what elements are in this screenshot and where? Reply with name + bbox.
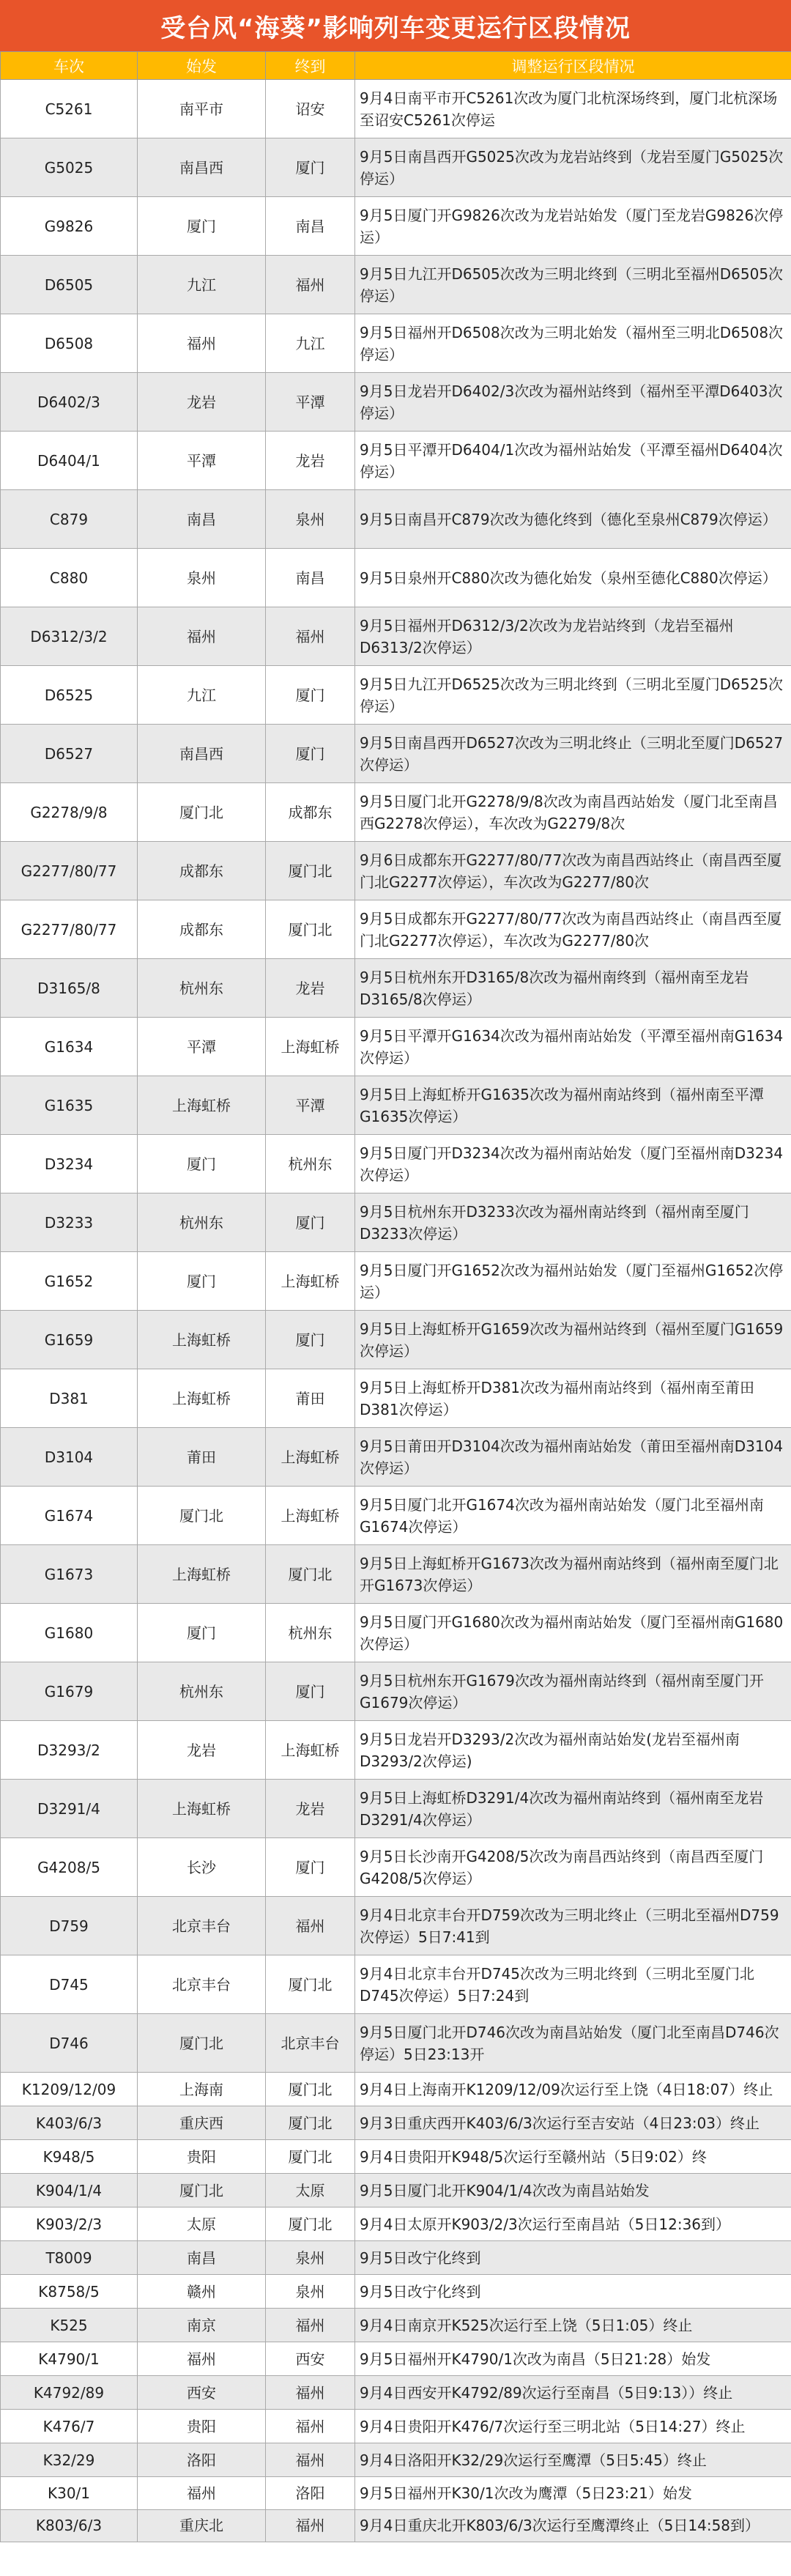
cell-from: 厦门北	[138, 2014, 266, 2073]
cell-train: D6508	[1, 314, 138, 373]
cell-from: 九江	[138, 256, 266, 314]
cell-note: 9月4日北京丰台开D745次改为三明北终到（三明北至厦门北D745次停运）5日7:24到	[355, 1955, 791, 2014]
cell-from: 厦门	[138, 197, 266, 256]
cell-train: K1209/12/09	[1, 2073, 138, 2106]
cell-from: 上海虹桥	[138, 1311, 266, 1369]
cell-to: 厦门	[266, 1193, 355, 1252]
table-row	[1, 1897, 791, 1955]
cell-to: 南昌	[266, 549, 355, 607]
cell-train: C879	[1, 490, 138, 549]
cell-from: 贵阳	[138, 2410, 266, 2443]
cell-note: 9月4日重庆北开K803/6/3次运行至鹰潭终止（5日14:58到）	[355, 2509, 791, 2542]
cell-from: 杭州东	[138, 959, 266, 1018]
cell-train: D6525	[1, 666, 138, 725]
cell-from: 厦门	[138, 1604, 266, 1662]
cell-train: K903/2/3	[1, 2207, 138, 2241]
cell-note: 9月5日龙岩开D3293/2次改为福州南站始发(龙岩至福州南D3293/2次停运)	[355, 1721, 791, 1780]
cell-note: 9月5日福州开D6312/3/2次改为龙岩站终到（龙岩至福州D6313/2次停运）	[355, 607, 791, 666]
table-row	[1, 1369, 791, 1428]
column-header-note: 调整运行区段情况	[355, 52, 791, 80]
cell-note: 9月5日杭州东开D3233次改为福州南站终到（福州南至厦门D3233次停运）	[355, 1193, 791, 1252]
table-row	[1, 2342, 791, 2376]
cell-note: 9月5日厦门北开K904/1/4次改为南昌站始发	[355, 2174, 791, 2207]
cell-train: D6312/3/2	[1, 607, 138, 666]
table-row	[1, 1311, 791, 1369]
cell-to: 厦门	[266, 1662, 355, 1721]
table-row	[1, 1604, 791, 1662]
cell-from: 龙岩	[138, 373, 266, 432]
cell-note: 9月5日泉州开C880次改为德化始发（泉州至德化C880次停运）	[355, 549, 791, 607]
cell-to: 厦门北	[266, 1545, 355, 1604]
table-row	[1, 1135, 791, 1193]
cell-from: 杭州东	[138, 1193, 266, 1252]
cell-note: 9月4日太原开K903/2/3次运行至南昌站（5日12:36到）	[355, 2207, 791, 2241]
cell-from: 莆田	[138, 1428, 266, 1487]
cell-train: K476/7	[1, 2410, 138, 2443]
table-row	[1, 80, 791, 138]
cell-note: 9月5日南昌西开G5025次改为龙岩站终到（龙岩至厦门G5025次停运）	[355, 138, 791, 197]
cell-note: 9月5日改宁化终到	[355, 2241, 791, 2275]
cell-to: 龙岩	[266, 959, 355, 1018]
table-row	[1, 2106, 791, 2140]
table-row	[1, 2443, 791, 2477]
cell-train: D3233	[1, 1193, 138, 1252]
cell-train: K948/5	[1, 2140, 138, 2174]
table-header-row	[1, 52, 791, 80]
cell-to: 上海虹桥	[266, 1018, 355, 1076]
cell-train: K904/1/4	[1, 2174, 138, 2207]
cell-note: 9月5日南昌西开D6527次改为三明北终止（三明北至厦门D6527次停运）	[355, 725, 791, 783]
cell-note: 9月4日南京开K525次运行至上饶（5日1:05）终止	[355, 2309, 791, 2342]
cell-note: 9月5日杭州东开G1679次改为福州南站终到（福州南至厦门开G1679次停运）	[355, 1662, 791, 1721]
cell-to: 厦门北	[266, 842, 355, 900]
table-row	[1, 2410, 791, 2443]
cell-train: K4792/89	[1, 2376, 138, 2410]
table-row	[1, 666, 791, 725]
cell-from: 上海虹桥	[138, 1369, 266, 1428]
cell-train: T8009	[1, 2241, 138, 2275]
cell-to: 莆田	[266, 1369, 355, 1428]
table-row	[1, 314, 791, 373]
cell-note: 9月5日厦门北开G2278/9/8次改为南昌西站始发（厦门北至南昌西G2278次停运），车次改为G2279/8次	[355, 783, 791, 842]
cell-to: 九江	[266, 314, 355, 373]
cell-to: 龙岩	[266, 432, 355, 490]
cell-to: 上海虹桥	[266, 1252, 355, 1311]
table-row	[1, 2140, 791, 2174]
cell-note: 9月4日北京丰台开D759次改为三明北终止（三明北至福州D759次停运）5日7:41到	[355, 1897, 791, 1955]
cell-to: 上海虹桥	[266, 1428, 355, 1487]
cell-from: 平潭	[138, 432, 266, 490]
cell-from: 洛阳	[138, 2443, 266, 2477]
cell-train: D3234	[1, 1135, 138, 1193]
cell-to: 洛阳	[266, 2477, 355, 2510]
cell-train: G1674	[1, 1487, 138, 1545]
cell-train: C880	[1, 549, 138, 607]
cell-note: 9月5日上海虹桥D3291/4次改为福州南站终到（福州南至龙岩D3291/4次停运）	[355, 1780, 791, 1838]
cell-note: 9月4日西安开K4792/89次运行至南昌（5日9:13））终止	[355, 2376, 791, 2410]
cell-to: 厦门北	[266, 900, 355, 959]
cell-train: D3293/2	[1, 1721, 138, 1780]
table-row	[1, 2275, 791, 2309]
table-row	[1, 2241, 791, 2275]
table-row	[1, 2207, 791, 2241]
table-row	[1, 1487, 791, 1545]
cell-to: 杭州东	[266, 1604, 355, 1662]
cell-from: 南昌	[138, 490, 266, 549]
cell-train: D759	[1, 1897, 138, 1955]
table-row	[1, 783, 791, 842]
cell-to: 福州	[266, 2376, 355, 2410]
cell-to: 福州	[266, 2309, 355, 2342]
table-row	[1, 1662, 791, 1721]
cell-note: 9月5日莆田开D3104次改为福州南站始发（莆田至福州南D3104次停运）	[355, 1428, 791, 1487]
table-row	[1, 1780, 791, 1838]
table-row	[1, 2309, 791, 2342]
cell-to: 上海虹桥	[266, 1721, 355, 1780]
cell-train: D381	[1, 1369, 138, 1428]
cell-to: 泉州	[266, 490, 355, 549]
cell-train: G1673	[1, 1545, 138, 1604]
table-row	[1, 1428, 791, 1487]
cell-from: 南昌西	[138, 725, 266, 783]
table-row	[1, 1721, 791, 1780]
cell-note: 9月5日厦门开G1652次改为福州站始发（厦门至福州G1652次停运）	[355, 1252, 791, 1311]
cell-train: K32/29	[1, 2443, 138, 2477]
cell-note: 9月5日福州开K30/1次改为鹰潭（5日23:21）始发	[355, 2477, 791, 2510]
cell-note: 9月5日上海虹桥开G1659次改为福州站终到（福州至厦门G1659次停运）	[355, 1311, 791, 1369]
cell-to: 厦门	[266, 138, 355, 197]
cell-train: G1652	[1, 1252, 138, 1311]
cell-note: 9月5日九江开D6505次改为三明北终到（三明北至福州D6505次停运）	[355, 256, 791, 314]
cell-to: 福州	[266, 607, 355, 666]
cell-to: 龙岩	[266, 1780, 355, 1838]
cell-from: 福州	[138, 2477, 266, 2510]
cell-train: G4208/5	[1, 1838, 138, 1897]
cell-train: D746	[1, 2014, 138, 2073]
cell-from: 厦门北	[138, 783, 266, 842]
cell-note: 9月5日平潭开D6404/1次改为福州站始发（平潭至福州D6404次停运）	[355, 432, 791, 490]
table-row	[1, 490, 791, 549]
cell-note: 9月5日厦门北开G1674次改为福州南站始发（厦门北至福州南G1674次停运）	[355, 1487, 791, 1545]
table-row	[1, 2174, 791, 2207]
cell-to: 福州	[266, 2410, 355, 2443]
cell-to: 诏安	[266, 80, 355, 138]
cell-train: G2277/80/77	[1, 900, 138, 959]
cell-note: 9月5日福州开K4790/1次改为南昌（5日21:28）始发	[355, 2342, 791, 2376]
cell-from: 北京丰台	[138, 1955, 266, 2014]
cell-train: G1634	[1, 1018, 138, 1076]
cell-train: D3291/4	[1, 1780, 138, 1838]
cell-to: 福州	[266, 1897, 355, 1955]
cell-from: 龙岩	[138, 1721, 266, 1780]
cell-train: D3104	[1, 1428, 138, 1487]
cell-to: 杭州东	[266, 1135, 355, 1193]
table-body	[1, 80, 791, 2542]
cell-note: 9月4日洛阳开K32/29次运行至鹰潭（5日5:45）终止	[355, 2443, 791, 2477]
cell-train: G2278/9/8	[1, 783, 138, 842]
cell-note: 9月4日贵阳开K948/5次运行至赣州站（5日9:02）终	[355, 2140, 791, 2174]
table-row	[1, 1018, 791, 1076]
cell-from: 厦门北	[138, 1487, 266, 1545]
cell-note: 9月5日上海虹桥开G1673次改为福州南站终到（福州南至厦门北开G1673次停运）	[355, 1545, 791, 1604]
cell-train: G1679	[1, 1662, 138, 1721]
cell-note: 9月6日成都东开G2277/80/77次改为南昌西站终止（南昌西至厦门北G2277次停运），车次改为G2277/80次	[355, 842, 791, 900]
cell-from: 南昌	[138, 2241, 266, 2275]
cell-train: G1635	[1, 1076, 138, 1135]
table-row	[1, 549, 791, 607]
cell-from: 上海虹桥	[138, 1780, 266, 1838]
cell-from: 西安	[138, 2376, 266, 2410]
cell-note: 9月3日重庆西开K403/6/3次运行至吉安站（4日23:03）终止	[355, 2106, 791, 2140]
cell-to: 厦门	[266, 1838, 355, 1897]
cell-note: 9月4日南平市开C5261次改为厦门北杭深场终到，厦门北杭深场至诏安C5261次停运	[355, 80, 791, 138]
cell-note: 9月5日长沙南开G4208/5次改为南昌西站终到（南昌西至厦门G4208/5次停运）	[355, 1838, 791, 1897]
cell-to: 上海虹桥	[266, 1487, 355, 1545]
table-row	[1, 1076, 791, 1135]
cell-from: 南昌西	[138, 138, 266, 197]
cell-note: 9月5日九江开D6525次改为三明北终到（三明北至厦门D6525次停运）	[355, 666, 791, 725]
table-row	[1, 1545, 791, 1604]
table-row	[1, 2509, 791, 2542]
cell-train: D6505	[1, 256, 138, 314]
cell-to: 太原	[266, 2174, 355, 2207]
cell-train: K525	[1, 2309, 138, 2342]
cell-from: 成都东	[138, 900, 266, 959]
cell-to: 成都东	[266, 783, 355, 842]
column-header-from: 始发	[138, 52, 266, 80]
cell-note: 9月5日杭州东开D3165/8次改为福州南终到（福州南至龙岩D3165/8次停运）	[355, 959, 791, 1018]
column-header-to: 终到	[266, 52, 355, 80]
table-row	[1, 432, 791, 490]
cell-to: 厦门北	[266, 2073, 355, 2106]
table-row	[1, 256, 791, 314]
cell-to: 泉州	[266, 2241, 355, 2275]
cell-to: 福州	[266, 2443, 355, 2477]
cell-to: 平潭	[266, 373, 355, 432]
cell-from: 福州	[138, 314, 266, 373]
cell-from: 上海南	[138, 2073, 266, 2106]
table-row	[1, 138, 791, 197]
table-row	[1, 1838, 791, 1897]
cell-note: 9月5日厦门北开D746次改为南昌站始发（厦门北至南昌D746次停运）5日23:13开	[355, 2014, 791, 2073]
cell-from: 上海虹桥	[138, 1076, 266, 1135]
cell-train: K30/1	[1, 2477, 138, 2510]
cell-to: 南昌	[266, 197, 355, 256]
cell-note: 9月5日改宁化终到	[355, 2275, 791, 2309]
cell-to: 福州	[266, 2509, 355, 2542]
cell-from: 长沙	[138, 1838, 266, 1897]
table-row	[1, 900, 791, 959]
cell-train: D6527	[1, 725, 138, 783]
cell-from: 南京	[138, 2309, 266, 2342]
page-title: 受台风“海葵”影响列车变更运行区段情况	[0, 0, 791, 51]
cell-note: 9月4日上海南开K1209/12/09次运行至上饶（4日18:07）终止	[355, 2073, 791, 2106]
table-row	[1, 197, 791, 256]
cell-train: K403/6/3	[1, 2106, 138, 2140]
cell-train: G1680	[1, 1604, 138, 1662]
cell-from: 重庆北	[138, 2509, 266, 2542]
cell-from: 成都东	[138, 842, 266, 900]
cell-note: 9月5日平潭开G1634次改为福州南站始发（平潭至福州南G1634次停运）	[355, 1018, 791, 1076]
cell-from: 泉州	[138, 549, 266, 607]
cell-note: 9月5日上海虹桥开D381次改为福州南站终到（福州南至莆田D381次停运）	[355, 1369, 791, 1428]
cell-note: 9月5日福州开D6508次改为三明北始发（福州至三明北D6508次停运）	[355, 314, 791, 373]
cell-from: 太原	[138, 2207, 266, 2241]
cell-from: 福州	[138, 2342, 266, 2376]
cell-note: 9月5日南昌开C879次改为德化终到（德化至泉州C879次停运）	[355, 490, 791, 549]
column-header-train: 车次	[1, 52, 138, 80]
cell-train: D745	[1, 1955, 138, 2014]
cell-note: 9月5日厦门开G1680次改为福州南站始发（厦门至福州南G1680次停运）	[355, 1604, 791, 1662]
cell-to: 厦门	[266, 1311, 355, 1369]
cell-to: 北京丰台	[266, 2014, 355, 2073]
cell-train: C5261	[1, 80, 138, 138]
cell-train: K8758/5	[1, 2275, 138, 2309]
cell-to: 厦门北	[266, 1955, 355, 2014]
cell-from: 厦门北	[138, 2174, 266, 2207]
cell-from: 厦门	[138, 1135, 266, 1193]
cell-train: D6402/3	[1, 373, 138, 432]
table-row	[1, 373, 791, 432]
cell-from: 上海虹桥	[138, 1545, 266, 1604]
cell-to: 厦门	[266, 725, 355, 783]
cell-from: 福州	[138, 607, 266, 666]
cell-note: 9月5日成都东开G2277/80/77次改为南昌西站终止（南昌西至厦门北G2277次停运），车次改为G2277/80次	[355, 900, 791, 959]
table-row	[1, 2073, 791, 2106]
table-row	[1, 959, 791, 1018]
table-row	[1, 725, 791, 783]
cell-to: 福州	[266, 256, 355, 314]
cell-note: 9月5日上海虹桥开G1635次改为福州南站终到（福州南至平潭G1635次停运）	[355, 1076, 791, 1135]
cell-train: G9826	[1, 197, 138, 256]
cell-from: 南平市	[138, 80, 266, 138]
cell-from: 贵阳	[138, 2140, 266, 2174]
cell-from: 赣州	[138, 2275, 266, 2309]
cell-to: 泉州	[266, 2275, 355, 2309]
table-row	[1, 842, 791, 900]
cell-to: 西安	[266, 2342, 355, 2376]
cell-from: 重庆西	[138, 2106, 266, 2140]
cell-train: K803/6/3	[1, 2509, 138, 2542]
cell-to: 厦门北	[266, 2207, 355, 2241]
cell-to: 平潭	[266, 1076, 355, 1135]
cell-to: 厦门北	[266, 2106, 355, 2140]
train-change-table	[0, 51, 791, 2542]
table-row	[1, 2477, 791, 2510]
cell-note: 9月5日龙岩开D6402/3次改为福州站终到（福州至平潭D6403次停运）	[355, 373, 791, 432]
cell-train: G5025	[1, 138, 138, 197]
cell-note: 9月5日厦门开G9826次改为龙岩站始发（厦门至龙岩G9826次停运）	[355, 197, 791, 256]
table-row	[1, 1193, 791, 1252]
cell-note: 9月5日厦门开D3234次改为福州南站始发（厦门至福州南D3234次停运）	[355, 1135, 791, 1193]
table-row	[1, 2014, 791, 2073]
cell-train: D3165/8	[1, 959, 138, 1018]
cell-note: 9月4日贵阳开K476/7次运行至三明北站（5日14:27）终止	[355, 2410, 791, 2443]
cell-train: G2277/80/77	[1, 842, 138, 900]
cell-to: 厦门	[266, 666, 355, 725]
cell-train: K4790/1	[1, 2342, 138, 2376]
table-row	[1, 607, 791, 666]
cell-from: 九江	[138, 666, 266, 725]
cell-from: 平潭	[138, 1018, 266, 1076]
cell-to: 厦门北	[266, 2140, 355, 2174]
cell-from: 厦门	[138, 1252, 266, 1311]
cell-train: D6404/1	[1, 432, 138, 490]
cell-from: 北京丰台	[138, 1897, 266, 1955]
table-row	[1, 1252, 791, 1311]
cell-from: 杭州东	[138, 1662, 266, 1721]
table-row	[1, 2376, 791, 2410]
table-row	[1, 1955, 791, 2014]
cell-train: G1659	[1, 1311, 138, 1369]
